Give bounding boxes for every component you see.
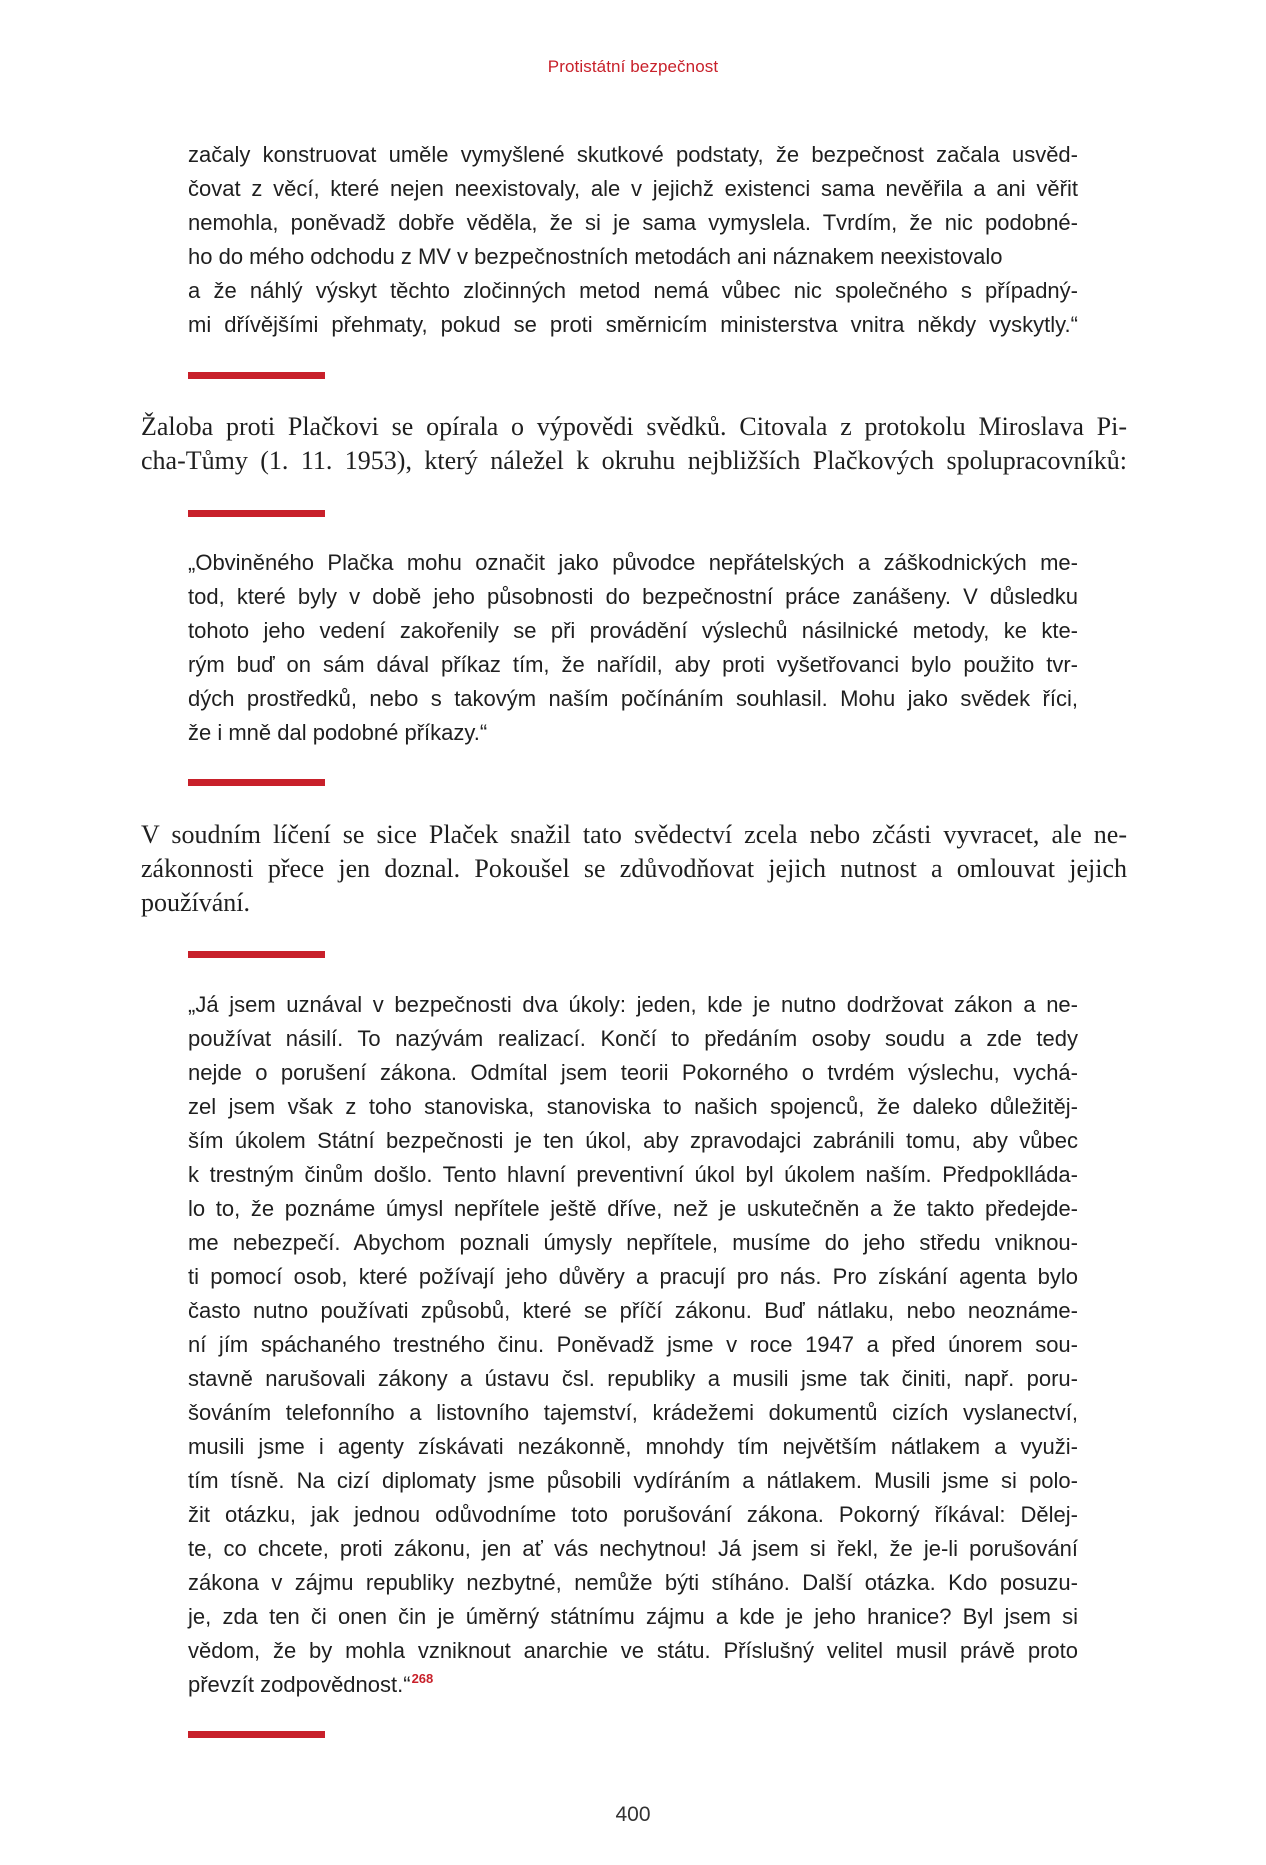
page-number: 400 [615, 1803, 651, 1826]
quote-line: tím tísně. Na cizí diplomaty jsme působili vydíráním a nátlakem. Musili jsme si polo- [188, 1468, 1078, 1493]
paragraph-line: používání. [141, 888, 251, 917]
quote-line: šováním telefonního a listovního tajemství, krádežemi dokumentů cizích vyslanectví, [188, 1400, 1078, 1425]
paragraph-line: zákonnosti přece jen doznal. Pokoušel se zdůvodňovat jejich nutnost a omlouvat jejich [141, 854, 1127, 883]
quote-line: dých prostředků, nebo s takovým naším počínáním souhlasil. Mohu jako svědek říci, [188, 686, 1078, 711]
quote-line: musili jsme i agenty získávati nezákonně, mnohdy tím největším nátlakem a využi- [188, 1434, 1078, 1459]
quote-line: často nutno používati způsobů, které se příčí zákonu. Buď nátlaku, nebo neoznáme- [188, 1298, 1078, 1323]
quote-line: lo to, že poznáme úmysl nepřítele ještě dříve, než je uskutečněn a že takto předejde- [188, 1196, 1078, 1221]
quote-line: me nebezpečí. Abychom poznali úmysly nepřítele, musíme do jeho středu vniknou- [188, 1230, 1078, 1255]
paragraph-line: Žaloba proti Plačkovi se opírala o výpovědi svědků. Citovala z protokolu Miroslava Pi- [141, 412, 1127, 441]
quote-block-3 [188, 988, 1078, 1702]
quote-line: žit otázku, jak jednou odůvodníme toto porušování zákona. Pokorný říkával: Dělej- [188, 1502, 1078, 1527]
body-paragraph-2 [141, 818, 1127, 920]
running-header: Protistátní bezpečnost [547, 57, 719, 76]
quote-line: „Já jsem uznával v bezpečnosti dva úkoly: jeden, kde je nutno dodržovat zákon a ne- [188, 992, 1078, 1017]
quote-line: te, co chcete, proti zákonu, jen ať vás nechytnou! Já jsem si řekl, že je-li porušování [188, 1536, 1078, 1561]
quote-line: zákona v zájmu republiky nezbytné, nemůže býti stíháno. Další otázka. Kdo posuzu- [188, 1570, 1078, 1595]
quote-line: tod, které byly v době jeho působnosti do bezpečnostní práce zanášeny. V důsledku [188, 584, 1078, 609]
quote-line: nejde o porušení zákona. Odmítal jsem teorii Pokorného o tvrdém výslechu, vychá- [188, 1060, 1078, 1085]
quote-line: tohoto jeho vedení zakořenily se při provádění výslechů násilnické metody, ke kte- [188, 618, 1078, 643]
quote-line: „Obviněného Plačka mohu označit jako původce nepřátelských a záškodnických me- [188, 550, 1078, 575]
quote-line: stavně narušovali zákony a ústavu čsl. republiky a musili jsme tak činiti, např. poru- [188, 1366, 1078, 1391]
section-divider [188, 1731, 325, 1738]
quote-line: používat násilí. To nazývám realizací. Končí to předáním osoby soudu a zde tedy [188, 1026, 1078, 1051]
quote-block-2 [188, 546, 1078, 750]
paragraph-line: cha-Tůmy (1. 11. 1953), který náležel k okruhu nejbližších Plačkových spolupracovníků: [141, 446, 1127, 475]
quote-line: k trestným činům došlo. Tento hlavní preventivní úkol byl úkolem naším. Předpoklláda- [188, 1162, 1078, 1187]
footnote-reference: 268 [411, 1671, 434, 1686]
quote-line: ším úkolem Státní bezpečnosti je ten úkol, aby zpravodajci zabránili tomu, aby vůbec [188, 1128, 1078, 1153]
quote-line: že i mně dal podobné příkazy.“ [188, 720, 488, 745]
quote-line: je, zda ten či onen čin je úměrný státnímu zájmu a kde je jeho hranice? Byl jsem si [188, 1604, 1078, 1629]
quote-line: ní jím spáchaného trestného činu. Poněvadž jsme v roce 1947 a před únorem sou- [188, 1332, 1078, 1357]
quote-line-text: převzít zodpovědnost.“ [188, 1672, 411, 1697]
quote-line: ti pomocí osob, které požívají jeho důvěry a pracují pro nás. Pro získání agenta bylo [188, 1264, 1078, 1289]
quote-line: čovat z věcí, které nejen neexistovaly, ale v jejichž existenci sama nevěřila a ani věřit [188, 176, 1078, 201]
quote-block-1 [188, 138, 1078, 342]
body-paragraph-1 [141, 410, 1127, 478]
quote-line: začaly konstruovat uměle vymyšlené skutkové podstaty, že bezpečnost začala usvěd- [188, 142, 1078, 167]
quote-line: ho do mého odchodu z MV v bezpečnostních metodách ani náznakem neexistovalo [188, 244, 1003, 269]
section-divider [188, 951, 325, 958]
quote-line: vědom, že by mohla vzniknout anarchie ve státu. Příslušný velitel musil právě proto [188, 1638, 1078, 1663]
paragraph-line: V soudním líčení se sice Plaček snažil tato svědectví zcela nebo zčásti vyvracet, ale ne- [141, 820, 1127, 849]
quote-line-final [188, 1668, 1078, 1702]
quote-line: rým buď on sám dával příkaz tím, že nařídil, aby proti vyšetřovanci bylo použito tvr- [188, 652, 1078, 677]
quote-line: nemohla, poněvadž dobře věděla, že si je sama vymyslela. Tvrdím, že nic podobné- [188, 210, 1078, 235]
quote-line: a že náhlý výskyt těchto zločinných metod nemá vůbec nic společného s případný- [188, 278, 1078, 303]
quote-line: zel jsem však z toho stanoviska, stanoviska to našich spojenců, že daleko důležitěj- [188, 1094, 1078, 1119]
quote-line: mi dřívějšími přehmaty, pokud se proti směrnicím ministerstva vnitra někdy vyskytly.“ [188, 312, 1078, 337]
section-divider [188, 510, 325, 517]
section-divider [188, 779, 325, 786]
section-divider [188, 372, 325, 379]
